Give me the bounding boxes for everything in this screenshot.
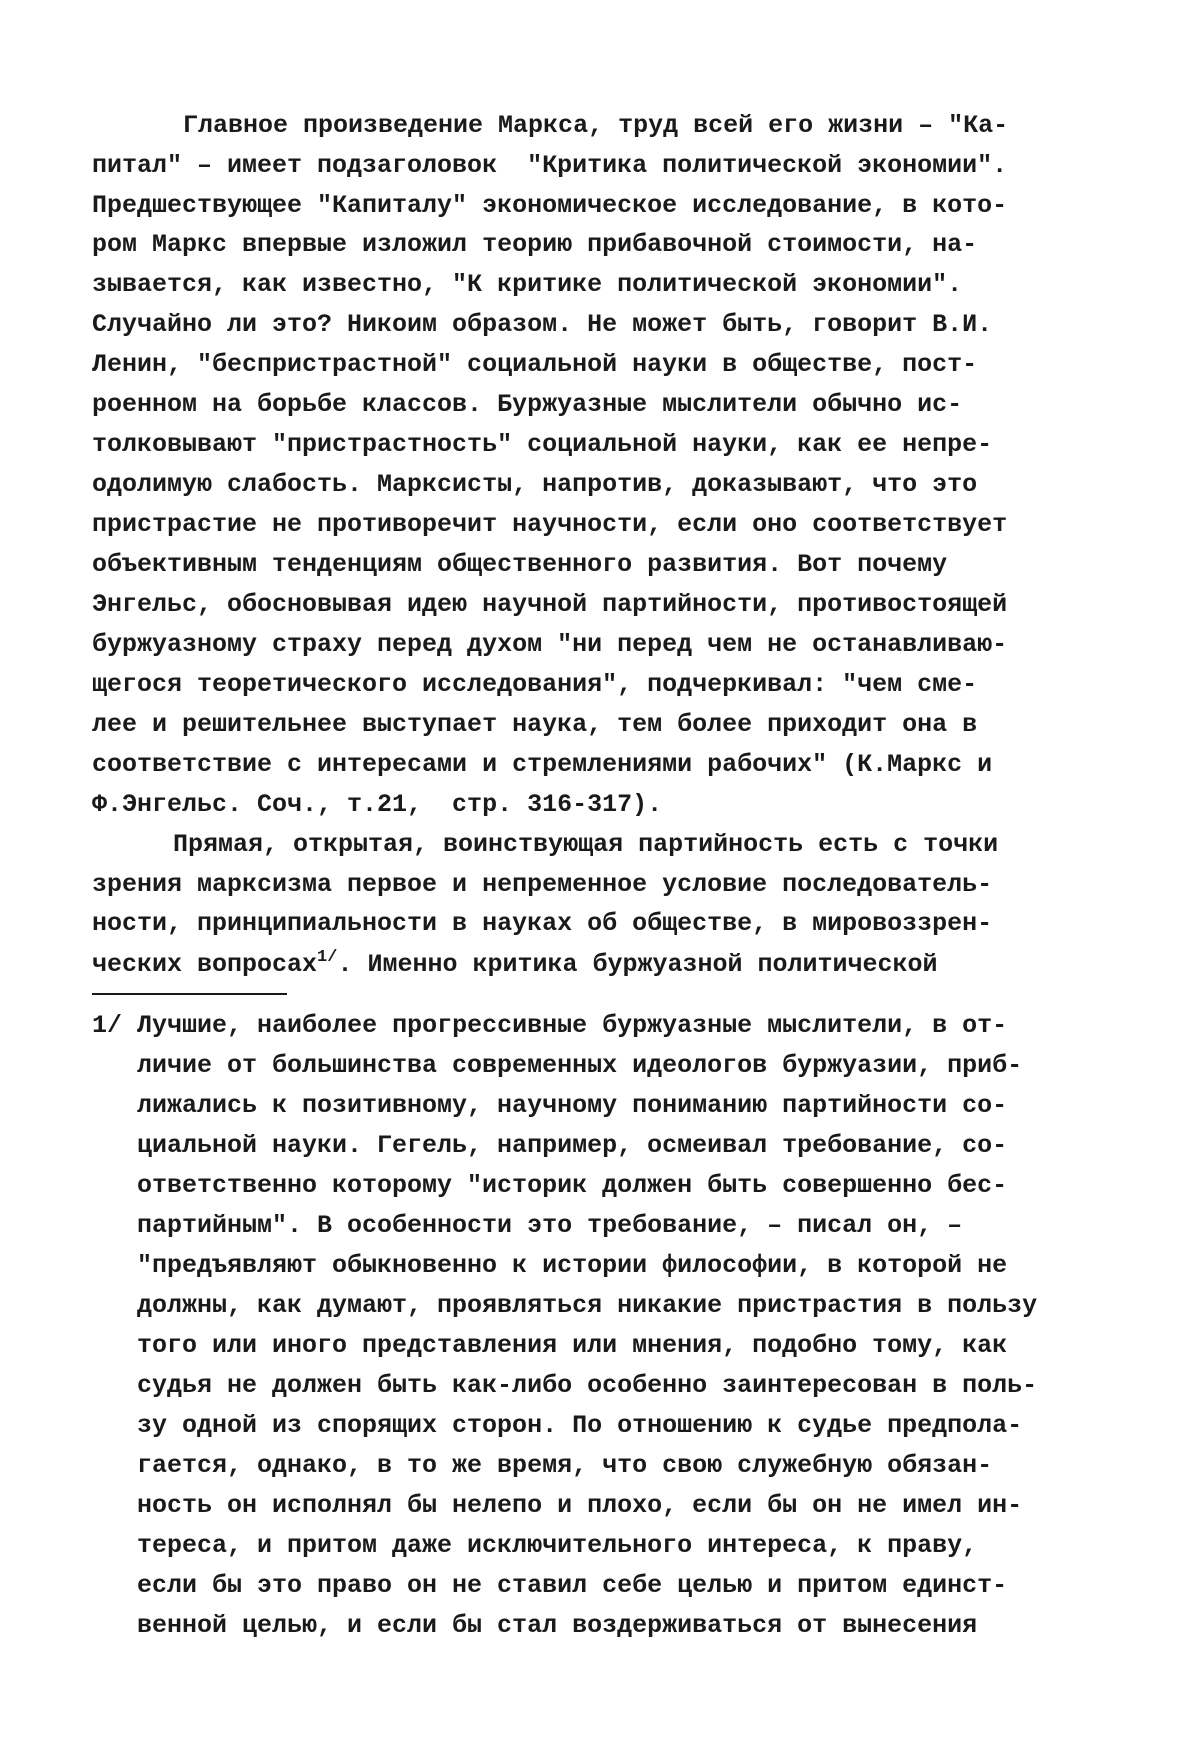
footnote-text: Лучшие, наиболее прогрессивные буржуазные мыслители, в от- xyxy=(137,1011,1007,1040)
text-line: пристрастие не противоречит научности, если оно соответствует xyxy=(92,512,1007,537)
text-line: Предшествующее "Капиталу" экономическое исследование, в кото- xyxy=(92,193,1007,218)
footnote-line: гается, однако, в то же время, что свою служебную обязан- xyxy=(137,1453,992,1478)
text-segment: . Именно критика буржуазной политической xyxy=(337,950,937,979)
text-line: Прямая, открытая, воинствующая партийность есть с точки xyxy=(173,832,998,857)
footnote-line: должны, как думают, проявляться никакие пристрастия в пользу xyxy=(137,1293,1037,1318)
footnote-line: лижались к позитивному, научному пониманию партийности со- xyxy=(137,1093,1007,1118)
footnote-line: судья не должен быть как-либо особенно заинтересован в поль- xyxy=(137,1373,1037,1398)
text-line: ности, принципиальности в науках об обществе, в мировоззрен- xyxy=(92,911,992,936)
text-line: объективным тенденциям общественного развития. Вот почему xyxy=(92,552,947,577)
footnote-line: зу одной из спорящих сторон. По отношению к судье предпола- xyxy=(137,1413,1022,1438)
text-line: Ф.Энгельс. Соч., т.21, стр. 316-317). xyxy=(92,792,662,817)
text-line: одолимую слабость. Марксисты, напротив, доказывают, что это xyxy=(92,472,977,497)
document-page xyxy=(0,0,1200,1760)
footnote-reference: 1/ xyxy=(317,948,337,967)
footnote-line: циальной науки. Гегель, например, осмеивал требование, со- xyxy=(137,1133,1007,1158)
footnote-line: ность он исполнял бы нелепо и плохо, если бы он не имел ин- xyxy=(137,1493,1022,1518)
footnote-line: ответственно которому "историк должен быть совершенно бес- xyxy=(137,1173,1007,1198)
text-line: Энгельс, обосновывая идею научной партийности, противостоящей xyxy=(92,592,1007,617)
text-line: буржуазному страху перед духом "ни перед чем не останавливаю- xyxy=(92,632,1007,657)
footnote-line: "предъявляют обыкновенно к истории философии, в которой не xyxy=(137,1253,1007,1278)
text-line: роенном на борьбе классов. Буржуазные мыслители обычно ис- xyxy=(92,392,962,417)
text-line: зрения марксизма первое и непременное условие последователь- xyxy=(92,872,992,897)
text-line: ром Маркс впервые изложил теорию прибавочной стоимости, на- xyxy=(92,232,977,257)
footnote-line: партийным". В особенности это требование, – писал он, – xyxy=(137,1213,962,1238)
text-line: зывается, как известно, "К критике политической экономии". xyxy=(92,272,962,297)
text-line: соответствие с интересами и стремлениями рабочих" (К.Маркс и xyxy=(92,752,992,777)
footnote-marker: 1/ xyxy=(92,1011,122,1040)
text-line: лее и решительнее выступает наука, тем более приходит она в xyxy=(92,712,977,737)
text-line: питал" – имеет подзаголовок "Критика политической экономии". xyxy=(92,153,1007,178)
footnote-line: венной целью, и если бы стал воздерживаться от вынесения xyxy=(137,1613,977,1638)
footnote-first-line xyxy=(92,1013,1007,1038)
footnote-line: того или иного представления или мнения, подобно тому, как xyxy=(137,1333,1007,1358)
text-line: толковывают "пристрастность" социальной науки, как ее непре- xyxy=(92,432,992,457)
text-line: Главное произведение Маркса, труд всей его жизни – "Ка- xyxy=(183,113,1008,138)
footnote-line: личие от большинства современных идеологов буржуазии, приб- xyxy=(137,1053,1022,1078)
text-line: Ленин, "беспристрастной" социальной науки в обществе, пост- xyxy=(92,352,977,377)
text-line: щегося теоретического исследования", подчеркивал: "чем сме- xyxy=(92,672,977,697)
text-line: Случайно ли это? Никоим образом. Не может быть, говорит В.И. xyxy=(92,312,992,337)
text-line xyxy=(92,952,938,977)
footnote-separator xyxy=(92,993,287,995)
footnote-line: если бы это право он не ставил себе целью и притом единст- xyxy=(137,1573,1007,1598)
footnote-line: тереса, и притом даже исключительного интереса, к праву, xyxy=(137,1533,977,1558)
text-segment: ческих вопросах xyxy=(92,950,317,979)
